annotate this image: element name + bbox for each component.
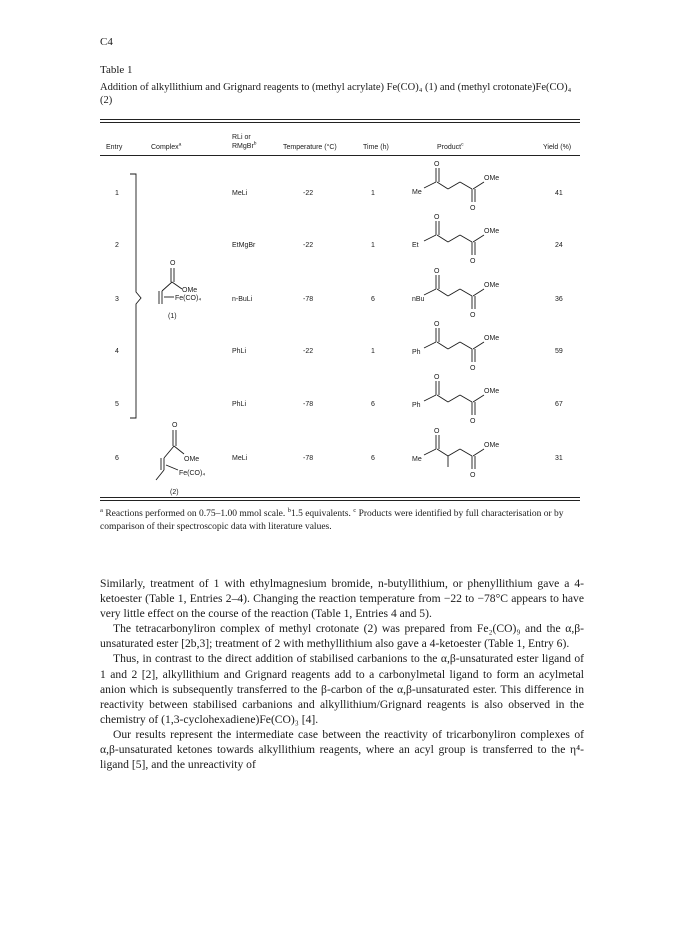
ketone-oxygen: O — [434, 374, 440, 381]
product-r-group: Me — [412, 189, 422, 196]
header-product: Product$^c$ — [437, 142, 464, 151]
cell-yield: 67 — [555, 401, 563, 408]
ester-oxygen: O — [470, 365, 476, 372]
cell-entry: 6 — [115, 455, 119, 462]
table-bottom-rule-2 — [100, 500, 580, 501]
cell-reagent: EtMgBr — [232, 242, 256, 249]
header-entry: Entry — [106, 144, 123, 151]
product-structure — [412, 425, 522, 480]
header-temperature: Temperature (°C) — [283, 144, 337, 151]
header-complex: Complex$^a$ — [151, 142, 182, 151]
cell-reagent: MeLi — [232, 455, 248, 462]
cell-entry: 3 — [115, 296, 119, 303]
product-structure — [412, 318, 522, 373]
ester-oxygen: O — [470, 472, 476, 479]
cell-yield: 41 — [555, 190, 563, 197]
cell-entry: 5 — [115, 401, 119, 408]
complex-1-label: (1) — [168, 313, 177, 320]
structure-complex-1 — [150, 256, 220, 331]
product-r-group: Et — [412, 242, 419, 249]
table-top-rule-2 — [100, 122, 580, 123]
complex-1-oxygen: O — [170, 260, 176, 267]
table-caption: Addition of alkyllithium and Grignard reagents to (methyl acrylate) Fe(CO)₄ (1) and (methyl crotonate)Fe(CO)₄ (2) — [100, 82, 572, 106]
product-structure — [412, 211, 522, 266]
body-text — [100, 576, 584, 772]
ester-ome: OMe — [484, 228, 500, 235]
cell-entry: 2 — [115, 242, 119, 249]
ketone-oxygen: O — [434, 268, 440, 275]
product-structure — [412, 158, 522, 213]
paragraph-2: The tetracarbonyliron complex of methyl crotonate (2) was prepared from Fe₂(CO)₉ and the α,β-unsaturated ester [2b,3]; treatment of 2 with methyllithium also gave a 4-ketoester (Table 1, Entry 6). — [100, 622, 584, 651]
table-footnotes: $^a$ Reactions performed on 0.75–1.00 mmol scale. $^b$1.5 equivalents. $^c$ Products were identified by full characterisation or by comparison of their spectroscopic data with literature values. — [100, 506, 564, 532]
header-reagent: RLi or RMgBr$^b$ — [232, 134, 257, 150]
ester-ome: OMe — [484, 175, 500, 182]
complex-2-oxygen: O — [172, 422, 178, 429]
footnote-c: Products were identified by full characterisation or by comparison of their spectroscopic data with literature values. — [100, 509, 564, 532]
cell-reagent: PhLi — [232, 401, 247, 408]
bracket-complex-1 — [128, 172, 144, 422]
cell-temperature: -78 — [303, 455, 314, 462]
cell-temperature: -22 — [303, 190, 314, 197]
product-r-group: Me — [412, 456, 422, 463]
cell-time: 6 — [371, 401, 375, 408]
cell-temperature: -22 — [303, 348, 314, 355]
ester-ome: OMe — [484, 335, 500, 342]
cell-yield: 59 — [555, 348, 563, 355]
product-r-group: nBu — [412, 296, 425, 303]
cell-entry: 1 — [115, 190, 119, 197]
paragraph-3: Thus, in contrast to the direct addition of stabilised carbanions to the α,β-unsaturated ester ligand of 1 and 2 [2], alkyllithium and Grignard reagents add to a carbonylmetal ligand to form an acylmetal anion which is subsequently transferred to the β-carbon of the α,β-unsaturated ester. This difference in reactivity between stabilised carbanions and alkyllithium/Grignard reagents is also observed in the chemistry of (1,3-cyclohexadiene)Fe(CO)₃ [4]. — [100, 652, 584, 726]
complex-2-label: (2) — [170, 489, 179, 496]
complex-1-ome: OMe — [182, 287, 198, 294]
product-r-group: Ph — [412, 402, 421, 409]
cell-reagent: PhLi — [232, 348, 247, 355]
product-r-group: Ph — [412, 349, 421, 356]
complex-1-feco4: Fe(CO)₄ — [175, 295, 202, 302]
cell-yield: 31 — [555, 455, 563, 462]
cell-reagent: MeLi — [232, 190, 248, 197]
ester-oxygen: O — [470, 258, 476, 265]
cell-reagent: n-BuLi — [232, 296, 253, 303]
footnote-b: 1.5 equivalents. — [290, 509, 351, 519]
ester-ome: OMe — [484, 442, 500, 449]
table-header-rule — [100, 155, 580, 156]
cell-temperature: -78 — [303, 296, 314, 303]
cell-yield: 36 — [555, 296, 563, 303]
cell-time: 1 — [371, 348, 375, 355]
ketone-oxygen: O — [434, 428, 440, 435]
page-number: C4 — [100, 36, 113, 48]
product-structure — [412, 265, 522, 320]
table-top-rule-1 — [100, 119, 580, 120]
cell-entry: 4 — [115, 348, 119, 355]
ketone-oxygen: O — [434, 161, 440, 168]
complex-2-ome: OMe — [184, 456, 200, 463]
header-yield: Yield (%) — [543, 144, 572, 151]
cell-temperature: -78 — [303, 401, 314, 408]
cell-yield: 24 — [555, 242, 563, 249]
complex-2-feco4: Fe(CO)₄ — [179, 470, 206, 477]
ketone-oxygen: O — [434, 214, 440, 221]
ester-oxygen: O — [470, 312, 476, 319]
product-structure — [412, 371, 522, 426]
paragraph-4: Our results represent the intermediate case between the reactivity of tricarbonyliron complexes of α,β-unsaturated ketones towards alkyllithium reagents, where an acyl group is transferred to the η⁴-ligand [5], and the unreactivity of — [100, 727, 584, 772]
cell-time: 6 — [371, 455, 375, 462]
ester-oxygen: O — [470, 205, 476, 212]
header-time: Time (h) — [363, 144, 389, 151]
ketone-oxygen: O — [434, 321, 440, 328]
table-bottom-rule-1 — [100, 497, 580, 498]
cell-time: 1 — [371, 242, 375, 249]
ester-ome: OMe — [484, 282, 500, 289]
table-label: Table 1 — [100, 64, 133, 76]
cell-time: 1 — [371, 190, 375, 197]
ester-ome: OMe — [484, 388, 500, 395]
ester-oxygen: O — [470, 418, 476, 425]
cell-time: 6 — [371, 296, 375, 303]
paragraph-1: Similarly, treatment of 1 with ethylmagnesium bromide, n-butyllithium, or phenyllithium gave a 4-ketoester (Table 1, Entries 2–4). Changing the reaction temperature from −22 to −78°C appears to have very little effect on the course of the reaction (Table 1, Entries 4 and 5). — [100, 577, 584, 621]
structure-complex-2 — [150, 418, 230, 500]
cell-temperature: -22 — [303, 242, 314, 249]
footnote-a: Reactions performed on 0.75–1.00 mmol scale. — [105, 509, 286, 519]
